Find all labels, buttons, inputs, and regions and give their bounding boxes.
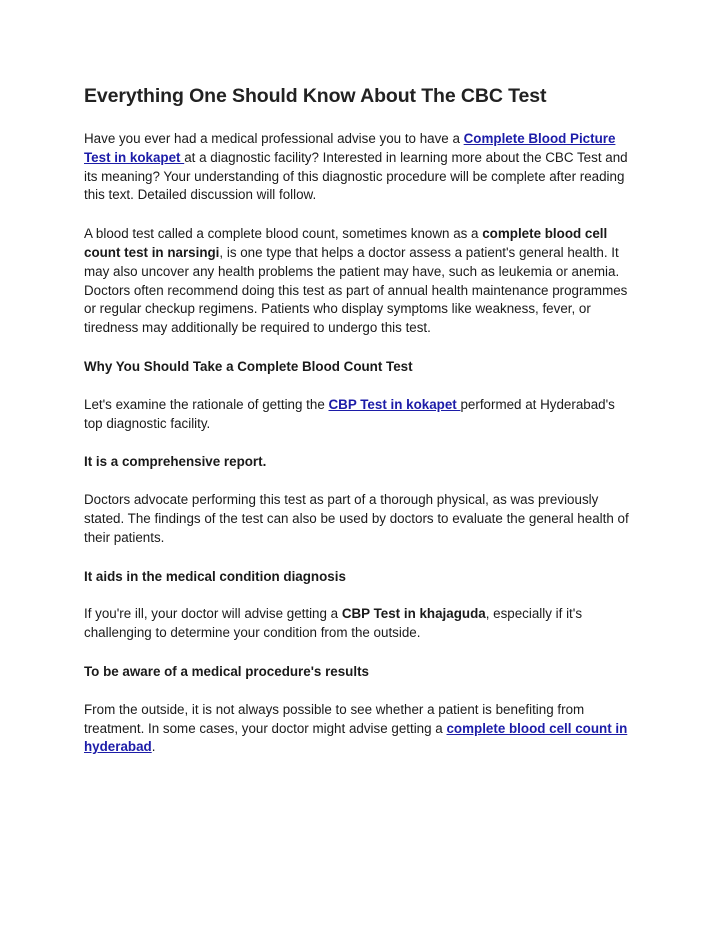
rationale-text-before: Let's examine the rationale of getting the — [84, 396, 329, 412]
section-heading-results: To be aware of a medical procedure's results — [84, 663, 369, 679]
diagnosis-bold-term: CBP Test in khajaguda — [341, 606, 486, 622]
document-title: Everything One Should Know About The CBC Test — [84, 85, 547, 107]
comprehensive-paragraph: Doctors advocate performing this test as part of a thorough physical, as was previously stated. The findings of the test can also be used by doctors to evaluate the general health of their patients. — [84, 492, 629, 545]
section-heading-comprehensive: It is a comprehensive report. — [84, 454, 267, 470]
document-page — [84, 82, 630, 757]
results-text-after: . — [151, 739, 156, 755]
diagnosis-paragraph — [84, 605, 630, 643]
definition-bold-term: complete blood cell count test in narsingi — [84, 226, 608, 260]
definition-text-before: A blood test called a complete blood count, sometimes known as a — [84, 226, 483, 242]
complete-blood-cell-count-link[interactable]: complete blood cell count in hyderabad — [84, 720, 628, 755]
complete-blood-picture-link[interactable]: Complete Blood Picture Test in kokapet — [84, 131, 616, 165]
diagnosis-text-after: , especially if it's challenging to determine your condition from the outside. — [84, 606, 583, 641]
section-heading-why: Why You Should Take a Complete Blood Count Test — [84, 358, 413, 374]
results-text-before: From the outside, it is not always possible to see whether a patient is benefiting from treatment. In some cases, your doctor might advise getting a — [84, 701, 585, 736]
rationale-paragraph — [84, 396, 630, 434]
definition-paragraph — [84, 225, 630, 338]
intro-paragraph — [84, 130, 630, 205]
section-heading-diagnosis: It aids in the medical condition diagnosis — [84, 568, 346, 584]
rationale-text-after: performed at Hyderabad's top diagnostic facility. — [84, 396, 615, 431]
definition-text-after: , is one type that helps a doctor assess a patient's general health. It may also uncover any health problems the patient may have, such as leukemia or anemia. Doctors often recommend doing this test as part of annual health maintenance programmes or regular checkup regimens. Patients who display symptoms like weakness, fever, or tiredness may additionally be required to undergo this test. — [84, 244, 628, 336]
intro-text-after: at a diagnostic facility? Interested in learning more about the CBC Test and its meaning? Your understanding of this diagnostic procedure will be complete after reading this text. Detailed discussion will follow. — [84, 149, 628, 203]
diagnosis-text-before: If you're ill, your doctor will advise getting a — [84, 606, 342, 622]
cbp-test-kokapet-link[interactable]: CBP Test in kokapet — [328, 396, 461, 412]
results-paragraph — [84, 701, 630, 757]
intro-text-before: Have you ever had a medical professional advise you to have a — [84, 131, 464, 146]
